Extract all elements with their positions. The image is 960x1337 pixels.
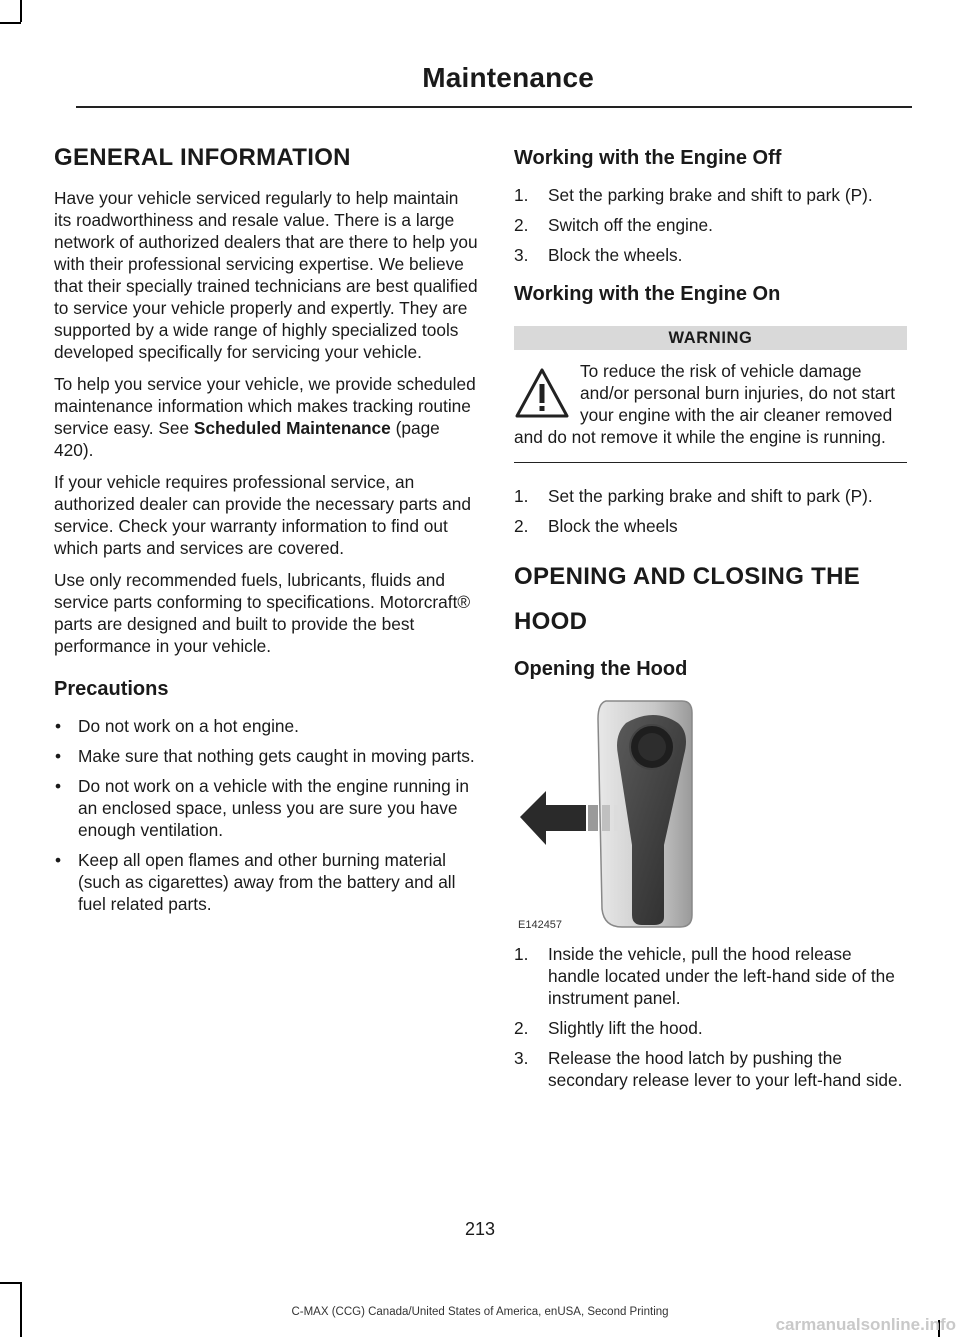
step-number: 1. <box>514 486 529 506</box>
warning-text: To reduce the risk of vehicle damage and/or personal burn injuries, do not start your engine with the air cleaner removed and do not remove it while the engine is running. <box>514 361 896 447</box>
step-text: Set the parking brake and shift to park (P). <box>548 185 873 205</box>
warning-label: WARNING <box>514 326 907 350</box>
step-number: 3. <box>514 1048 529 1068</box>
paragraph-text: To help you service your vehicle, we provide scheduled maintenance information which makes tracking routine service easy. See <box>54 374 476 438</box>
section-heading-hood <box>514 561 907 637</box>
header-rule <box>76 106 912 108</box>
list-item <box>514 1017 907 1039</box>
warning-box <box>514 326 907 463</box>
list-item <box>514 184 907 206</box>
heading-line: HOOD <box>514 608 588 635</box>
warning-body <box>514 350 907 448</box>
subheading-engine-on: Working with the Engine On <box>514 283 781 305</box>
list-item <box>514 214 907 236</box>
list-item <box>514 1047 907 1091</box>
step-text: Switch off the engine. <box>548 215 713 235</box>
subheading-precautions: Precautions <box>54 678 169 700</box>
scheduled-maintenance-link[interactable]: Scheduled Maintenance <box>193 418 391 438</box>
paragraph-recommended-fluids: Use only recommended fuels, lubricants, fluids and service parts conforming to specifications. Motorcraft® parts are designed and built to provide the best performance in your vehicle. <box>54 570 471 656</box>
step-text: Inside the vehicle, pull the hood release handle located under the left-hand side of the instrument panel. <box>548 944 895 1008</box>
paragraph-service-regularly: Have your vehicle serviced regularly to help maintain its roadworthiness and resale value. There is a large network of authorized dealers that are there to help you with their professional servicing expertise. We believe that their specially trained technicians are best qualified to service your vehicle properly and expertly. They are supported by a wide range of highly specialized tools developed specifically for servicing your vehicle. <box>54 188 478 362</box>
subheading-opening-hood: Opening the Hood <box>514 658 688 680</box>
paragraph-scheduled-maintenance <box>54 373 478 461</box>
hood-release-handle-illustration <box>514 695 702 931</box>
step-number: 2. <box>514 1018 529 1038</box>
list-item <box>514 515 907 537</box>
heading-line: OPENING AND CLOSING THE <box>514 563 861 590</box>
list-item <box>514 943 907 1009</box>
list-item: • Do not work on a hot engine. <box>54 715 478 737</box>
right-column <box>514 142 907 1105</box>
step-text: Release the hood latch by pushing the secondary release lever to your left-hand side. <box>548 1048 903 1090</box>
subheading-engine-off: Working with the Engine Off <box>514 147 782 169</box>
warning-bottom-rule <box>514 448 907 463</box>
step-text: Block the wheels. <box>548 245 683 265</box>
precautions-list <box>54 715 478 915</box>
paragraph-professional-service: If your vehicle requires professional service, an authorized dealer can provide the necessary parts and service. Check your warranty information to find out which parts and services are covered. <box>54 472 471 558</box>
step-text: Slightly lift the hood. <box>548 1018 703 1038</box>
step-number: 2. <box>514 516 529 536</box>
hood-steps <box>514 943 907 1091</box>
list-item: • Make sure that nothing gets caught in moving parts. <box>54 745 478 767</box>
crop-mark <box>0 1282 21 1284</box>
step-number: 1. <box>514 185 529 205</box>
step-number: 3. <box>514 245 529 265</box>
page-header-title: Maintenance <box>422 62 594 93</box>
crop-mark <box>20 0 22 22</box>
left-column <box>54 142 478 923</box>
step-text: Set the parking brake and shift to park (P). <box>548 486 873 506</box>
list-item <box>514 485 907 507</box>
engine-on-steps <box>514 485 907 537</box>
crop-mark <box>0 22 21 24</box>
page-number: 213 <box>464 1219 496 1239</box>
figure-code: E142457 <box>518 919 563 931</box>
warning-triangle-icon <box>514 366 570 422</box>
list-item <box>514 244 907 266</box>
step-number: 1. <box>514 944 529 964</box>
list-item: • Do not work on a vehicle with the engine running in an enclosed space, unless you are sure you have enough ventilation. <box>54 775 478 841</box>
list-item: • Keep all open flames and other burning material (such as cigarettes) away from the battery and all fuel related parts. <box>54 849 478 915</box>
step-text: Block the wheels <box>548 516 678 536</box>
footer-edition-text: C-MAX (CCG) Canada/United States of America, enUSA, Second Printing <box>291 1306 669 1318</box>
engine-off-steps <box>514 184 907 266</box>
hood-release-figure <box>514 695 702 931</box>
step-number: 2. <box>514 215 529 235</box>
page-reference: (page 420). <box>54 418 440 460</box>
watermark: carmanualsonline.info <box>775 1315 956 1334</box>
section-heading-general-information: GENERAL INFORMATION <box>54 144 351 171</box>
